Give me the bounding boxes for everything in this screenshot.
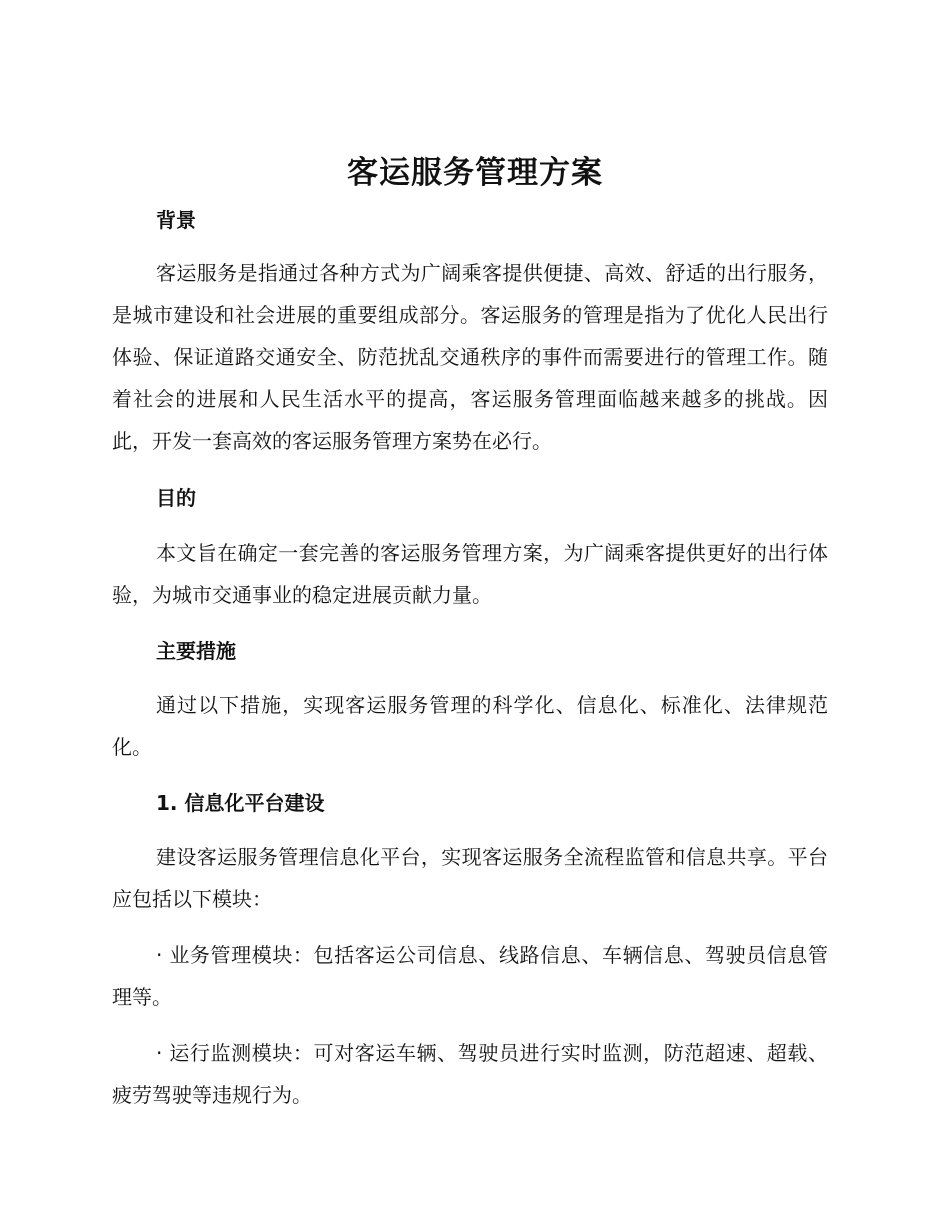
paragraph-platform-intro: 建设客运服务管理信息化平台，实现客运服务全流程监管和信息共享。平台应包括以下模块： [112, 845, 828, 911]
list-item-business-module: · 业务管理模块：包括客运公司信息、线路信息、车辆信息、驾驶员信息管理等。 [112, 943, 828, 1009]
paragraph-background: 客运服务是指通过各种方式为广阔乘客提供便捷、高效、舒适的出行服务，是城市建设和社会进展的重要组成部分。客运服务的管理是指为了优化人民出行体验、保证道路交通安全、防范扰乱交通秩序的事件而需要进行的管理工作。随着社会的进展和人民生活水平的提高，客运服务管理面临越来越多的挑战。因此，开发一套高效的客运服务管理方案势在必行。 [112, 261, 828, 453]
section-heading-platform: 1. 信息化平台建设 [156, 791, 325, 815]
paragraph-purpose: 本文旨在确定一套完善的客运服务管理方案，为广阔乘客提供更好的出行体验，为城市交通事业的稳定进展贡献力量。 [112, 541, 828, 607]
document-title: 客运服务管理方案 [347, 155, 603, 191]
list-item-monitoring-module: · 运行监测模块：可对客运车辆、驾驶员进行实时监测，防范超速、超载、疲劳驾驶等违规行为。 [112, 1041, 828, 1107]
section-heading-background: 背景 [156, 208, 196, 232]
paragraph-main-measures: 通过以下措施，实现客运服务管理的科学化、信息化、标准化、法律规范化。 [112, 693, 828, 759]
section-heading-purpose: 目的 [156, 486, 196, 510]
section-heading-main-measures: 主要措施 [156, 639, 236, 663]
